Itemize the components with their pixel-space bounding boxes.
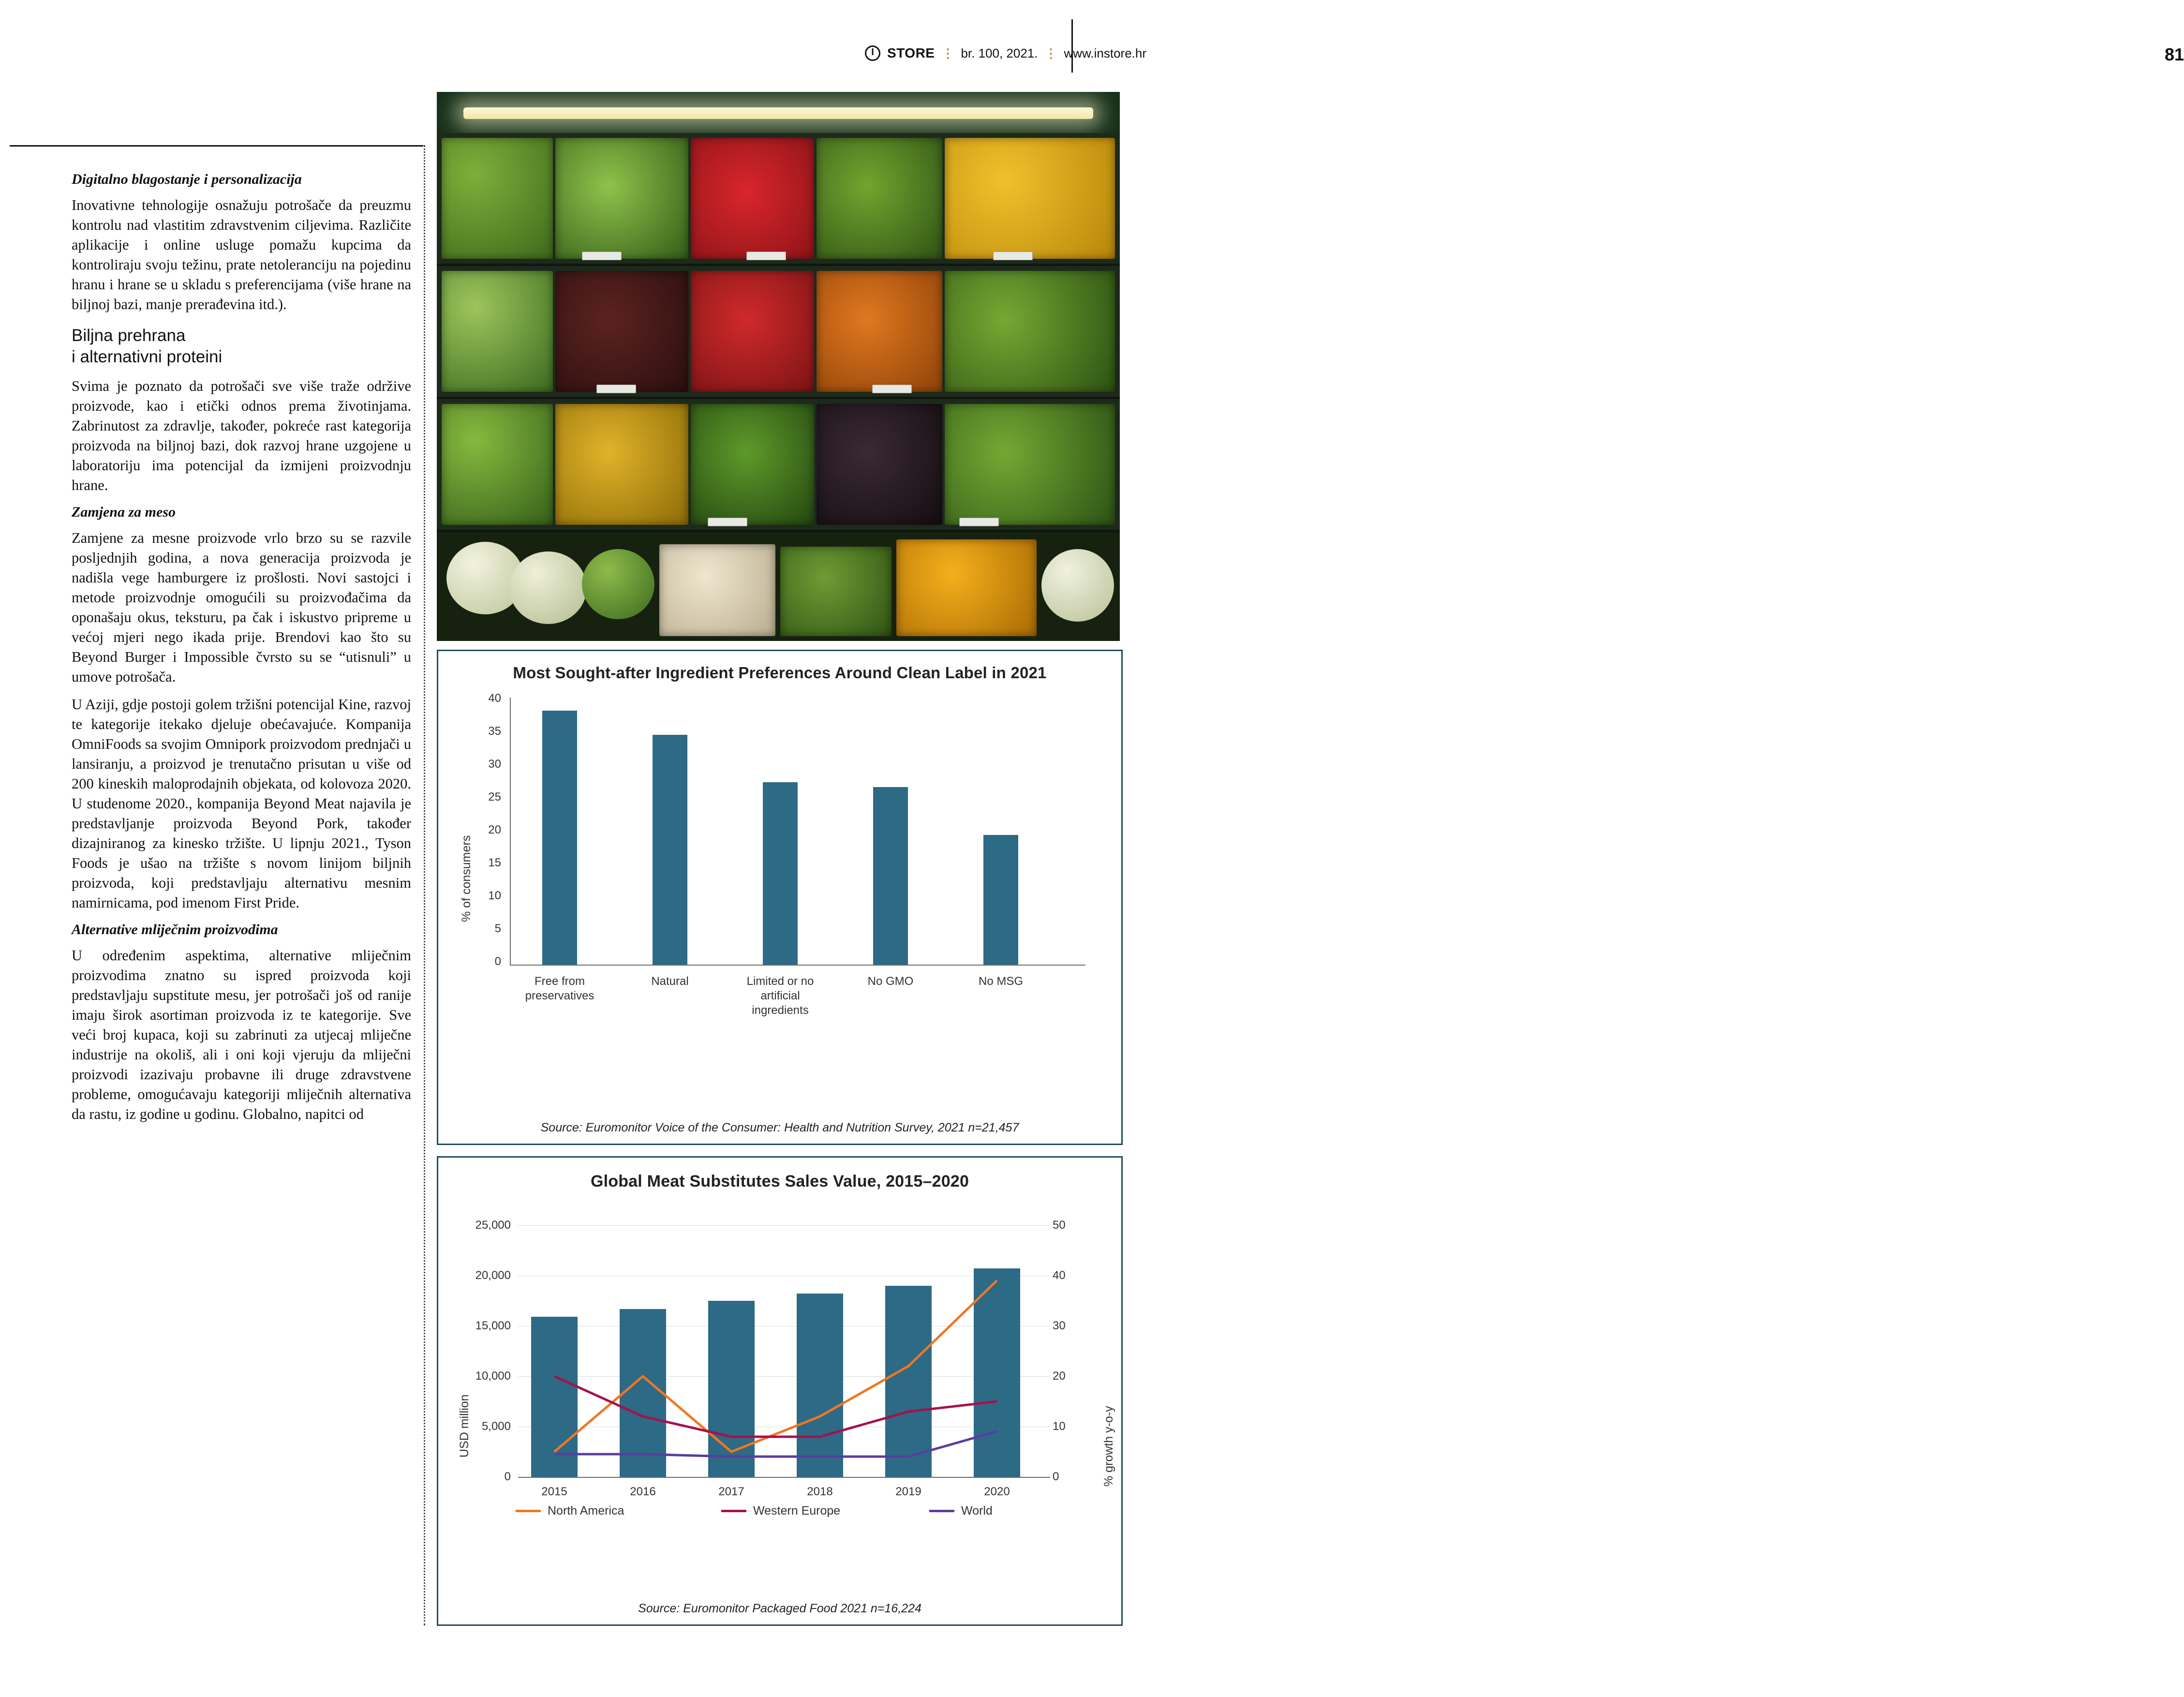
legend-swatch-north-america-icon <box>516 1510 541 1512</box>
chart-1-bar-no-gmo <box>873 787 908 965</box>
chart-2-line-north-america <box>554 1280 997 1452</box>
price-label-7 <box>959 518 999 526</box>
chart-2-ytick-left-15000: 15,000 <box>475 1319 511 1332</box>
price-label-5 <box>872 385 912 393</box>
chart-2-ytick-right-0: 0 <box>1053 1470 1059 1483</box>
chart-1-title: Most Sought-after Ingredient Preferences Around Clean Label in 2021 <box>513 664 1047 682</box>
chart-2-legend-north-america <box>516 1504 624 1518</box>
chart-panel-clean-label <box>437 650 1123 1145</box>
crate-green-peppers <box>691 404 814 525</box>
chart-1-source: Source: Euromonitor Voice of the Consumer: Health and Nutrition Survey, 2021 n=21,457 <box>540 1121 1019 1134</box>
column-divider <box>424 145 427 1625</box>
chart-1-bar-natural <box>653 735 687 965</box>
chart-1-bar-no-msg <box>983 835 1018 965</box>
chart-2-xtick-2015: 2015 <box>541 1485 567 1498</box>
chart-2-ytick-right-10: 10 <box>1053 1420 1066 1433</box>
produce-cabbage-3 <box>582 549 654 619</box>
crate-green-apples <box>817 138 942 259</box>
article-heading-2-line1: Biljna prehrana <box>72 326 186 345</box>
crate-herbs <box>442 404 553 525</box>
article-paragraph-5: U određenim aspektima, alternative mliječnim proizvodima znatno su ispred proizvoda koji predstavljaju supstitute mesu, jer potrošači još od ranije imaju širok asortiman proizvoda iz te kategorije. Sve veći broj kupaca, koji su zabrinuti za utjecaj mliječne industrije na okoliš, ali i oni koji vjeruju da mliječni proizvodi izazivaju probavne ili druge zdravstvene probleme, omogućavaju kategoriji mliječnih alternativa da rastu, iz godine u godinu. Globalno, napitci od <box>72 947 411 1122</box>
chart-2-y-axis-right-label: % growth y-o-y <box>1102 1406 1115 1487</box>
legend-swatch-western-europe-icon <box>721 1510 746 1512</box>
crate-greens-1 <box>442 138 553 259</box>
produce-cabbage-2 <box>509 551 587 624</box>
store-logo-icon <box>865 45 880 61</box>
chart-2-legend-western-europe <box>721 1504 840 1518</box>
chart-1-xtick-3: Limited or no artificial ingredients <box>746 975 814 1017</box>
chart-2-ytick-right-30: 30 <box>1053 1319 1066 1332</box>
chart-2-xtick-2016: 2016 <box>630 1485 656 1498</box>
chart-2-ytick-right-40: 40 <box>1053 1269 1066 1282</box>
chart-2-ytick-right-20: 20 <box>1053 1370 1066 1383</box>
price-label-4 <box>596 385 636 393</box>
page-header <box>865 44 1146 63</box>
chart-2-line-western-europe <box>554 1376 997 1437</box>
chart-1-ytick-30: 30 <box>488 758 501 771</box>
legend-label-north-america: North America <box>548 1504 624 1518</box>
article-paragraph-4: U Aziji, gdje postoji golem tržišni potencijal Kine, razvoj te kategorije itekako djeluje obećavajuće. Kompanija OmniFoods sa svojim Omnipork proizvodom prednjači u lansiranju, a proizvod je trenutačno prisutan u više od 200 kineskih maloprodajnih objekata, od kolovoza 2020. U studenome 2020., kompanija Beyond Meat najavila je predstavljanje proizvoda Beyond Pork, također dizajniranog za kinesko tržište. U lipnju 2021., Tyson Foods je ušao na tržište s novom linijom biljnih proizvoda, koji predstavljaju alternativu mesnim namirnicama, pod imenom First Pride. <box>72 696 411 911</box>
crate-eggplant <box>817 404 942 525</box>
chart-1-ytick-5: 5 <box>494 922 501 935</box>
crate-red-peppers-1 <box>691 138 814 259</box>
article-heading-2-line2: i alternativni proteini <box>72 347 223 366</box>
crate-lettuce <box>442 271 553 392</box>
chart-2-xtick-2020: 2020 <box>984 1485 1010 1498</box>
page-number: 81 <box>2165 45 2184 64</box>
chart-1-ytick-15: 15 <box>488 856 501 869</box>
crate-greens-4 <box>945 404 1115 525</box>
chart-2-title: Global Meat Substitutes Sales Value, 2015–2020 <box>590 1172 969 1191</box>
chart-2-ytick-left-10000: 10,000 <box>475 1370 511 1383</box>
website-url: www.instore.hr <box>1064 45 1146 60</box>
chart-1-x-axis <box>510 965 1085 966</box>
chart-1-bar-free-from-preservatives <box>542 711 577 965</box>
price-label-2 <box>746 252 786 260</box>
price-label-3 <box>993 252 1033 260</box>
chart-1-xtick-1: Free from preservatives <box>525 975 594 1002</box>
article-body <box>72 170 411 1132</box>
chart-1-ytick-35: 35 <box>488 725 501 738</box>
produce-cauliflower <box>1041 549 1114 622</box>
crate-yellow-peppers-1 <box>945 138 1115 259</box>
chart-1-y-axis <box>510 698 511 965</box>
chart-2-legend-world <box>929 1504 993 1518</box>
article-heading-4: Alternative mliječnim proizvodima <box>72 922 278 938</box>
chart-2-line-layer <box>438 1158 1118 1506</box>
price-label-1 <box>582 252 622 260</box>
chart-2-xtick-2018: 2018 <box>807 1485 833 1498</box>
chart-1-xtick-5: No MSG <box>978 975 1023 988</box>
chart-1-xtick-2: Natural <box>651 975 689 988</box>
article-paragraph-1: Inovativne tehnologije osnažuju potrošače da preuzmu kontrolu nad vlastitim zdravstvenim ciljevima. Različite aplikacije i online usluge pomažu kupcima da kontroliraju svoju težinu, prate netoleranciju na pojedinu hranu i hrane se u skladu s preferencijama (više hrane na biljnoj bazi, manje prerađevina itd.). <box>72 197 411 313</box>
header-separator-2: ⋮ <box>1044 45 1057 60</box>
chart-1-ytick-10: 10 <box>488 889 501 902</box>
legend-label-world: World <box>961 1504 993 1518</box>
produce-garlic-pile <box>659 544 775 636</box>
article-paragraph-3: Zamjene za mesne proizvode vrlo brzo su se razvile posljednjih godina, a nova generacija proizvoda je nadišla vege hamburgere iz prošlosti. Novi sastojci i metode proizvodnje omogućili su proizvođačima da oponašaju okus, teksturu, pa čak i iskustvo pripreme u većoj mjeri nego ikada prije. Brendovi kao što su Beyond Burger i Impossible čvrsto su se “utisnuli” u umove potrošača. <box>72 530 411 685</box>
legend-swatch-world-icon <box>929 1510 954 1512</box>
legend-label-western-europe: Western Europe <box>753 1504 841 1518</box>
shelf-light-icon <box>463 107 1093 119</box>
price-label-6 <box>708 518 747 526</box>
chart-1-y-axis-label: % of consumers <box>460 835 473 922</box>
chart-1-ytick-0: 0 <box>494 955 501 968</box>
crate-orange-peppers <box>817 271 942 392</box>
crate-greens-3 <box>945 271 1115 392</box>
produce-yellow-bags <box>896 539 1037 636</box>
chart-2-ytick-left-20000: 20,000 <box>475 1269 511 1282</box>
chart-1-ytick-40: 40 <box>488 692 501 705</box>
chart-2-xtick-2017: 2017 <box>718 1485 744 1498</box>
chart-2-xtick-2019: 2019 <box>895 1485 921 1498</box>
article-heading-2 <box>72 325 411 368</box>
crate-greens-2 <box>555 138 688 259</box>
article-paragraph-2: Svima je poznato da potrošači sve više traže održive proizvode, kao i etički odnos prema životinjama. Zabrinutost za zdravlje, također, pokreće rast kategorija proizvoda na biljnoj bazi, dok razvoj hrane uzgojene u laboratoriju ima potencijal da izmijeni proizvodnju hrane. <box>72 378 411 493</box>
article-heading-3: Zamjena za meso <box>72 504 176 520</box>
chart-2-ytick-left-25000: 25,000 <box>475 1219 511 1232</box>
chart-1-bar-limited-artificial <box>763 782 798 965</box>
chart-1-xtick-4: No GMO <box>867 975 914 988</box>
produce-shelf-photo <box>437 92 1120 641</box>
chart-2-ytick-right-50: 50 <box>1053 1219 1066 1232</box>
chart-2-y-axis-left-label: USD million <box>458 1394 471 1458</box>
crate-radicchio <box>555 271 688 392</box>
chart-2-ytick-left-0: 0 <box>504 1470 511 1483</box>
crate-yellow-peppers-2 <box>555 404 688 525</box>
header-separator-1: ⋮ <box>941 45 954 60</box>
chart-1-ytick-25: 25 <box>488 790 501 804</box>
chart-1-ytick-20: 20 <box>488 823 501 836</box>
publication-brand: STORE <box>887 45 935 60</box>
chart-2-source: Source: Euromonitor Packaged Food 2021 n=16,224 <box>638 1602 921 1615</box>
produce-cucumbers <box>780 547 891 636</box>
chart-panel-meat-substitutes <box>437 1156 1123 1626</box>
chart-2-ytick-left-5000: 5,000 <box>481 1420 511 1433</box>
crate-red-peppers-2 <box>691 271 814 392</box>
article-heading-1: Digitalno blagostanje i personalizacija <box>72 171 302 187</box>
issue-info: br. 100, 2021. <box>961 45 1038 60</box>
top-horizontal-rule <box>10 145 423 147</box>
